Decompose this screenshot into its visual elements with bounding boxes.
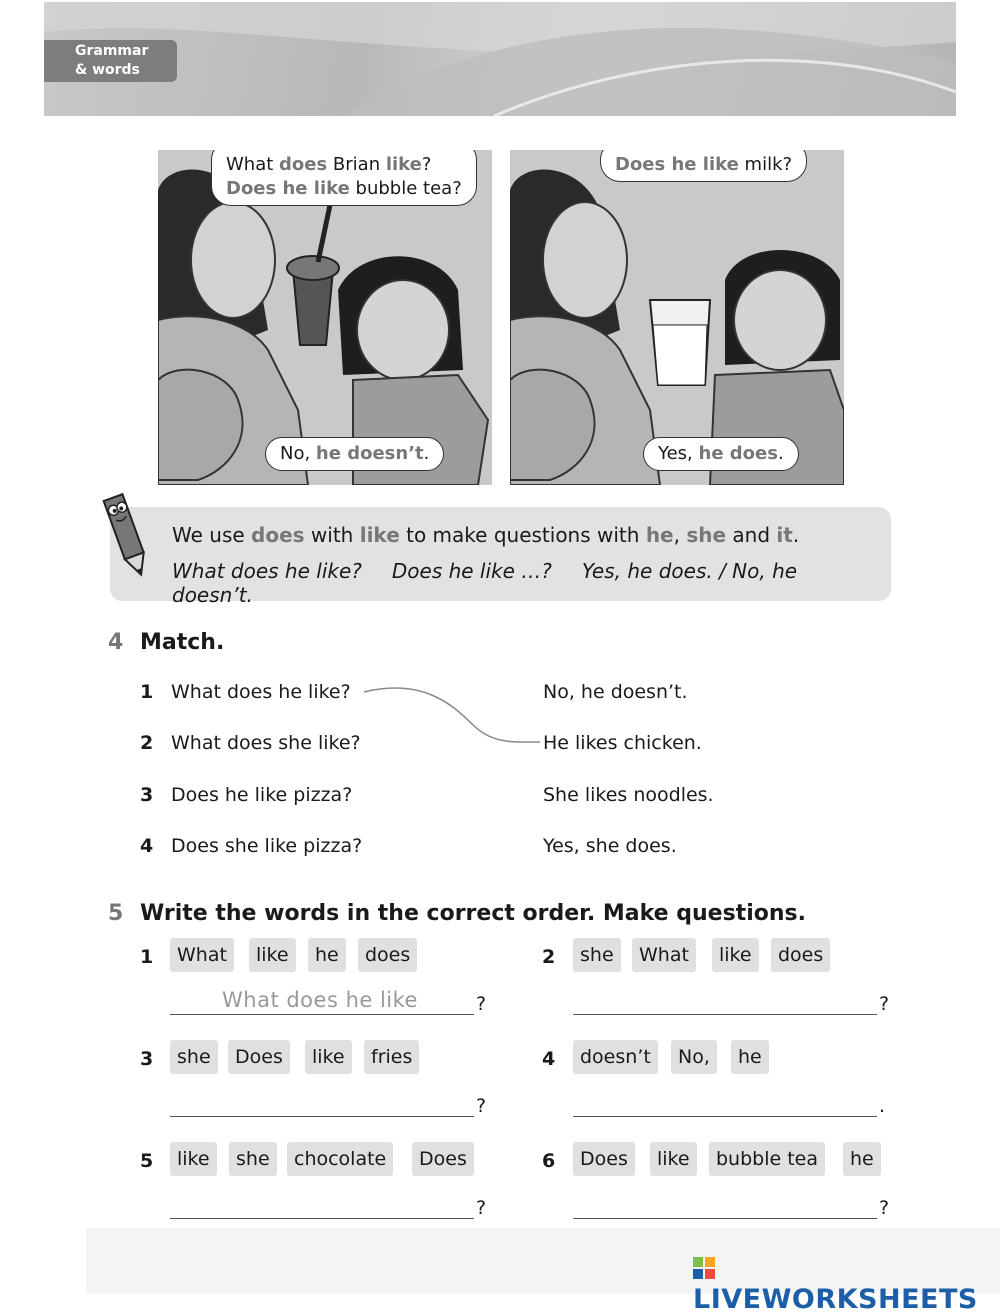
bubble-highlight: does	[279, 154, 328, 175]
word-chip[interactable]: she	[170, 1040, 218, 1074]
grammar-examples	[172, 559, 891, 607]
illustration-mother-son-milk	[510, 150, 844, 485]
grammar-box	[110, 507, 891, 607]
word-chip[interactable]: What	[632, 938, 696, 972]
bubble-text: Yes,	[658, 443, 699, 464]
end-punctuation: .	[879, 1095, 886, 1117]
word-chip[interactable]: he	[843, 1142, 881, 1176]
banner-swirl	[44, 2, 956, 116]
answer-line-3[interactable]	[170, 1087, 474, 1117]
word-chip[interactable]: he	[731, 1040, 769, 1074]
bubble-text: ?	[421, 154, 432, 175]
match-question[interactable]: Does she like pizza?	[171, 835, 363, 857]
example-answer: What does he like	[222, 988, 418, 1012]
word-chip[interactable]: fries	[364, 1040, 419, 1074]
word-chip[interactable]: What	[170, 938, 234, 972]
section-tag	[44, 40, 177, 82]
bubble-text: .	[777, 443, 784, 464]
end-punctuation: ?	[476, 1197, 487, 1219]
match-question-number: 2	[140, 732, 154, 754]
rule-text: with	[304, 523, 360, 547]
rule-text: and	[726, 523, 777, 547]
bubble-highlight: like	[385, 154, 422, 175]
rule-text: ,	[673, 523, 687, 547]
match-question[interactable]: What does he like?	[171, 681, 351, 703]
word-chip[interactable]: like	[712, 938, 759, 972]
match-answer[interactable]: No, he doesn’t.	[543, 681, 688, 703]
end-punctuation: ?	[879, 993, 890, 1015]
match-answer[interactable]: She likes noodles.	[543, 784, 714, 806]
word-chip[interactable]: like	[650, 1142, 697, 1176]
answer-line-1[interactable]	[170, 985, 474, 1015]
exercise-4-title: Match.	[140, 630, 225, 655]
bubble-text: milk?	[738, 154, 793, 175]
bubble-text: Brian	[327, 154, 386, 175]
match-answer[interactable]: He likes chicken.	[543, 732, 702, 754]
word-chip[interactable]: Does	[573, 1142, 635, 1176]
bubble-highlight: Does he like	[226, 178, 350, 199]
order-item-number: 3	[140, 1048, 154, 1070]
header-banner	[44, 2, 956, 116]
word-chip[interactable]: bubble tea	[709, 1142, 825, 1176]
answer-line-2[interactable]	[573, 985, 877, 1015]
word-chip[interactable]: doesn’t	[573, 1040, 658, 1074]
word-chip[interactable]: she	[229, 1142, 277, 1176]
order-item-number: 6	[542, 1150, 556, 1172]
order-item-number: 2	[542, 946, 556, 968]
tag-line-2: & words	[75, 62, 140, 78]
match-question[interactable]: Does he like pizza?	[171, 784, 353, 806]
exercise-5-number: 5	[108, 901, 124, 926]
bubble-text: bubble tea?	[349, 178, 462, 199]
picture-right	[510, 150, 844, 485]
end-punctuation: ?	[879, 1197, 890, 1219]
bubble-highlight: Does he like	[615, 154, 739, 175]
logo-grid-icon	[693, 1257, 715, 1279]
speech-bubble-question-tea	[211, 150, 477, 206]
speech-bubble-question-milk	[600, 150, 807, 182]
answer-line-4[interactable]	[573, 1087, 877, 1117]
word-chip[interactable]: No,	[671, 1040, 717, 1074]
word-chip[interactable]: he	[308, 938, 346, 972]
word-chip[interactable]: does	[358, 938, 417, 972]
bubble-text: What	[226, 154, 280, 175]
rule-keyword: it	[776, 523, 793, 547]
example-3: Yes, he does. / No, he doesn’t.	[172, 559, 798, 607]
rule-text: .	[792, 523, 800, 547]
bubble-highlight: he does	[698, 443, 778, 464]
pencil-mascot-icon	[98, 485, 156, 581]
speech-bubble-answer-no	[265, 437, 444, 471]
rule-keyword: she	[686, 523, 727, 547]
end-punctuation: ?	[476, 993, 487, 1015]
exercise-4-number: 4	[108, 630, 124, 655]
word-chip[interactable]: like	[170, 1142, 217, 1176]
grammar-rule	[172, 523, 799, 547]
match-question-number: 1	[140, 681, 154, 703]
match-answer[interactable]: Yes, she does.	[543, 835, 677, 857]
word-chip[interactable]: like	[249, 938, 296, 972]
exercise-5-title: Write the words in the correct order. Make questions.	[140, 901, 806, 926]
word-chip[interactable]: she	[573, 938, 621, 972]
match-question-number: 3	[140, 784, 154, 806]
match-question-number: 4	[140, 835, 154, 857]
rule-keyword: does	[251, 523, 305, 547]
match-question[interactable]: What does she like?	[171, 732, 361, 754]
word-chip[interactable]: Does	[228, 1040, 290, 1074]
example-1: What does he like?	[172, 559, 362, 583]
picture-left	[158, 150, 492, 485]
bubble-highlight: he doesn’t	[315, 443, 424, 464]
rule-text: We use	[172, 523, 252, 547]
rule-keyword: like	[359, 523, 400, 547]
logo-text: LIVEWORKSHEETS	[693, 1284, 978, 1315]
bubble-text: No,	[280, 443, 316, 464]
order-item-number: 1	[140, 946, 154, 968]
rule-keyword: he	[645, 523, 674, 547]
answer-line-5[interactable]	[170, 1189, 474, 1219]
word-chip[interactable]: chocolate	[287, 1142, 393, 1176]
word-chip[interactable]: Does	[412, 1142, 474, 1176]
bubble-text: .	[423, 443, 430, 464]
tag-line-1: Grammar	[75, 43, 149, 59]
order-item-number: 5	[140, 1150, 154, 1172]
rule-text: to make questions with	[399, 523, 646, 547]
word-chip[interactable]: like	[305, 1040, 352, 1074]
end-punctuation: ?	[476, 1095, 487, 1117]
answer-line-6[interactable]	[573, 1189, 877, 1219]
match-line-example	[362, 684, 542, 748]
word-chip[interactable]: does	[771, 938, 830, 972]
liveworksheets-logo[interactable]	[693, 1253, 1000, 1315]
example-2: Does he like …?	[391, 559, 552, 583]
order-item-number: 4	[542, 1048, 556, 1070]
speech-bubble-answer-yes	[643, 437, 799, 471]
